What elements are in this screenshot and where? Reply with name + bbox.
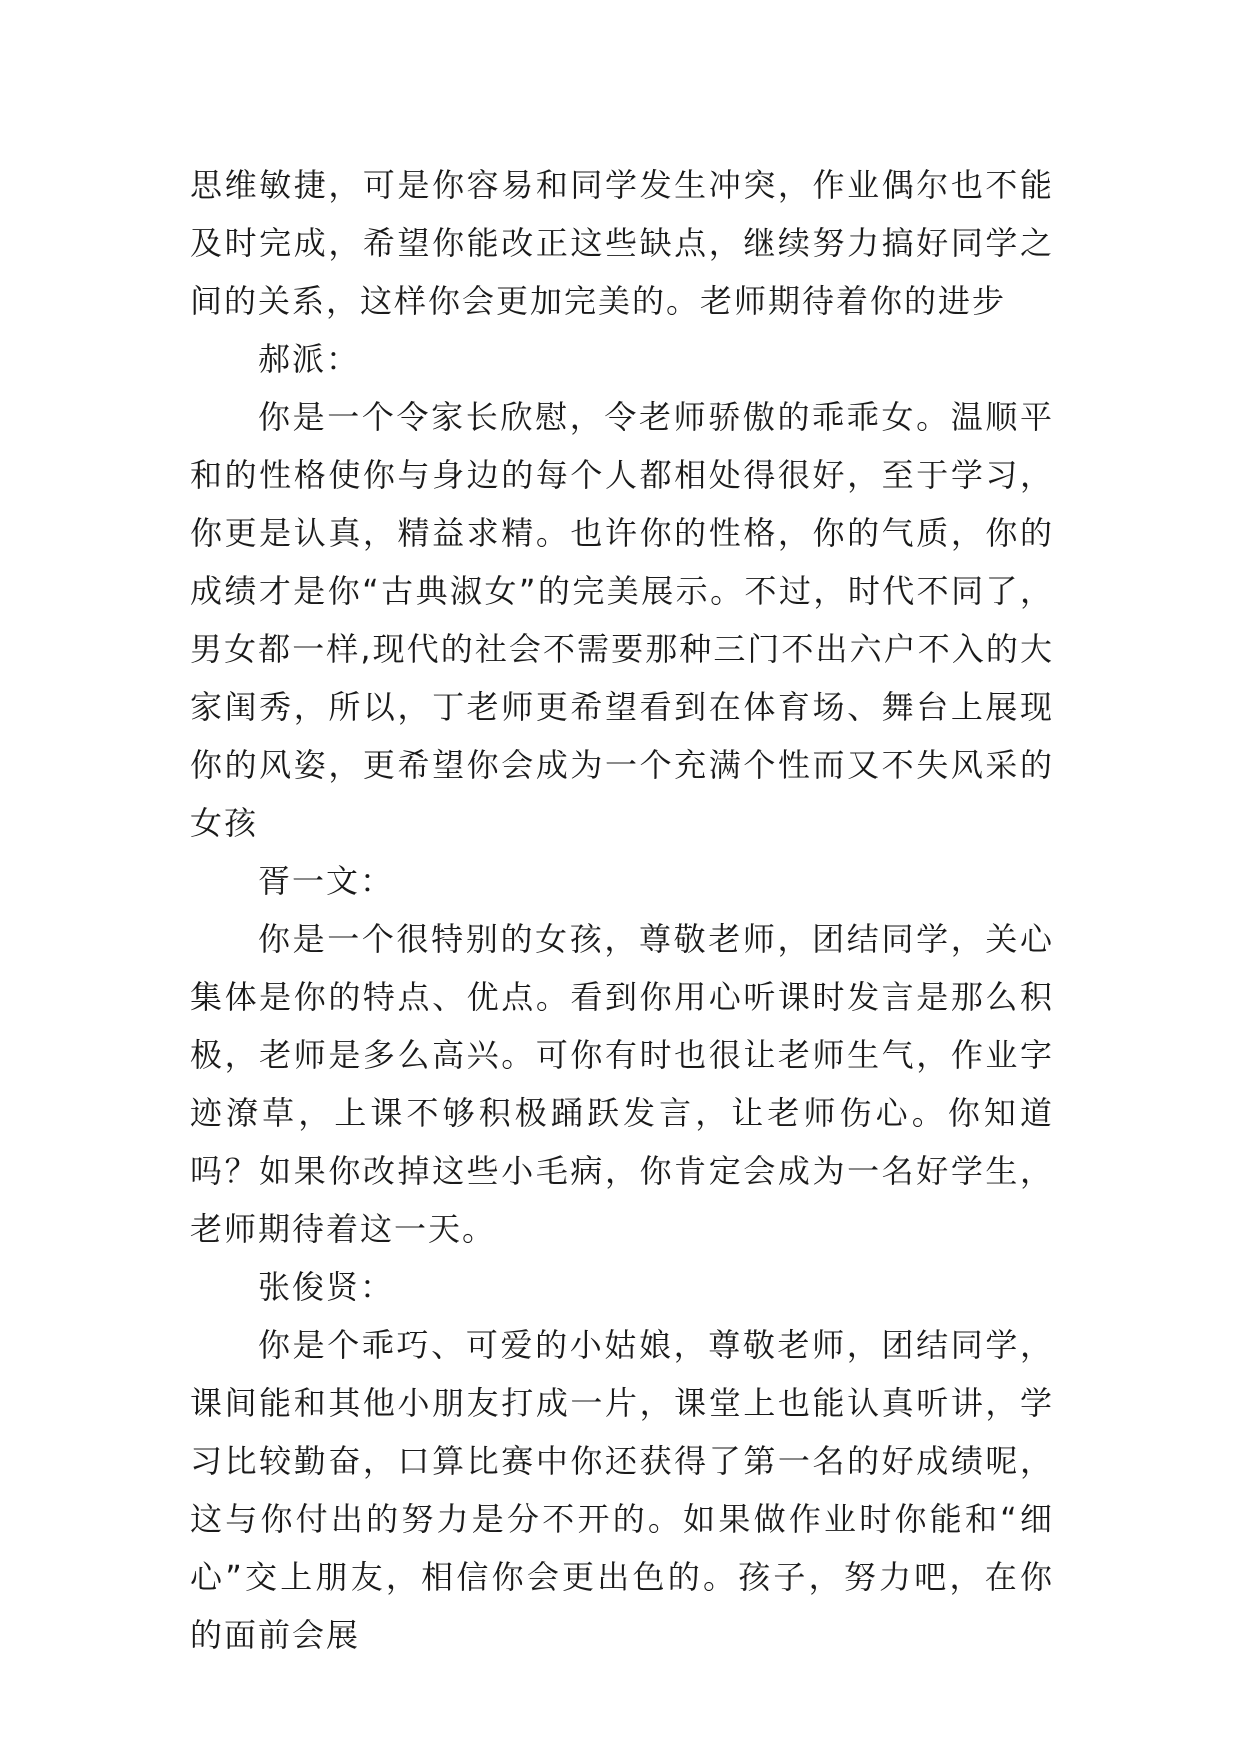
comment-paragraph-xu-yiwen: 你是一个很特别的女孩，尊敬老师，团结同学，关心集体是你的特点、优点。看到你用心听课时发言是那么积极，老师是多么高兴。可你有时也很让老师生气，作业字迹潦草，上课不够积极踊跃发言，让老师伤心。你知道吗？如果你改掉这些小毛病，你肯定会成为一名好学生，老师期待着这一天。 bbox=[190, 920, 1054, 1248]
comment-paragraph-hao-pai: 你是一个令家长欣慰，令老师骄傲的乖乖女。温顺平和的性格使你与身边的每个人都相处得很好，至于学习，你更是认真，精益求精。也许你的性格，你的气质，你的成绩才是你“古典淑女”的完美展示。不过，时代不同了，男女都一样,现代的社会不需要那种三门不出六户不入的大家闺秀，所以，丁老师更希望看到在体育场、舞台上展现你的风姿，更希望你会成为一个充满个性而又不失风采的女孩 bbox=[190, 398, 1054, 842]
comment-paragraph-zhang-junxian: 你是个乖巧、可爱的小姑娘，尊敬老师，团结同学，课间能和其他小朋友打成一片，课堂上也能认真听讲，学习比较勤奋，口算比赛中你还获得了第一名的好成绩呢，这与你付出的努力是分不开的。如果做作业时你能和“细心”交上朋友，相信你会更出色的。孩子，努力吧，在你的面前会展 bbox=[190, 1326, 1054, 1654]
document-body bbox=[190, 156, 1054, 1664]
paragraph-continuation: 思维敏捷，可是你容易和同学发生冲突，作业偶尔也不能及时完成，希望你能改正这些缺点，继续努力搞好同学之间的关系，这样你会更加完美的。老师期待着你的进步 bbox=[190, 166, 1054, 320]
student-name-hao-pai: 郝派： bbox=[258, 340, 361, 378]
student-name-xu-yiwen: 胥一文： bbox=[258, 862, 395, 900]
student-name-zhang-junxian: 张俊贤： bbox=[258, 1268, 395, 1306]
